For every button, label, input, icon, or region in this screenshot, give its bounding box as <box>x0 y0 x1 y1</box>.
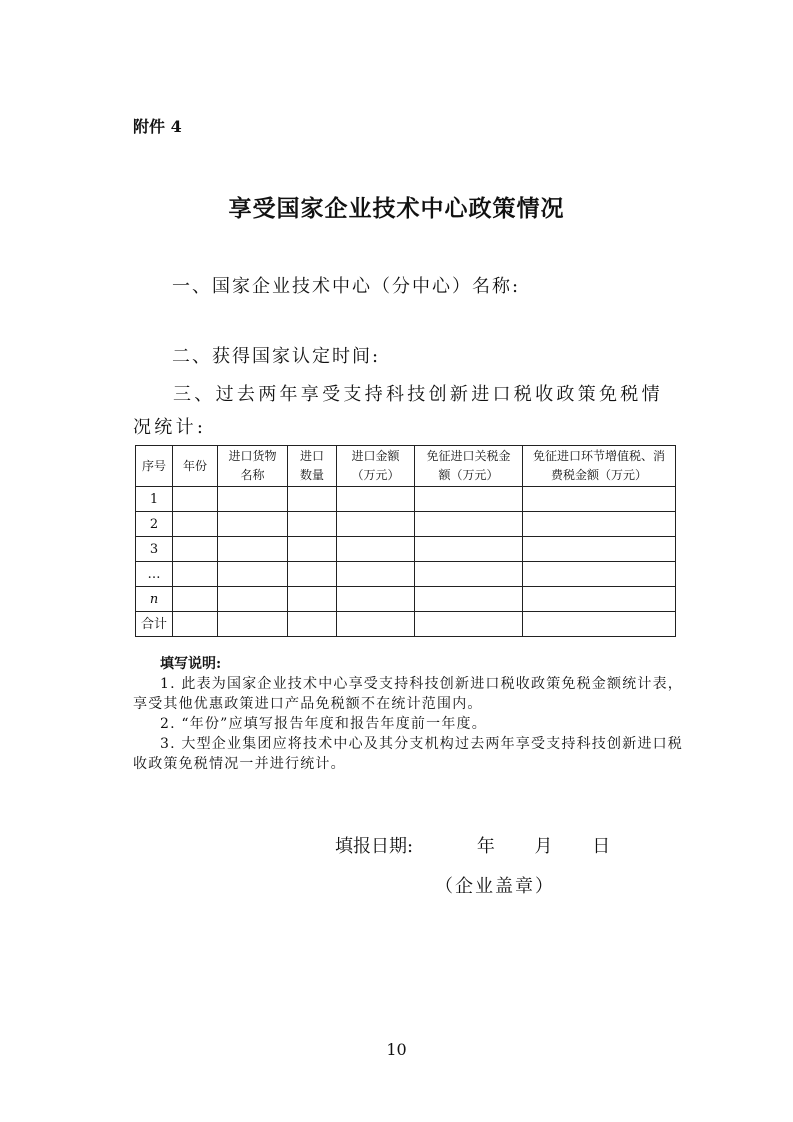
page-number: 10 <box>386 1040 407 1059</box>
table-row <box>136 587 676 612</box>
header-goods-name: 进口货物名称 <box>218 446 288 487</box>
table-row <box>136 512 676 537</box>
item-recognition-time: 二、获得国家认定时间: <box>172 346 381 367</box>
table-row <box>136 537 676 562</box>
item-tax-stats: 三、过去两年享受支持科技创新进口税收政策免税情况统计: <box>133 384 663 438</box>
row-index: 3 <box>136 537 173 562</box>
date-month: 月 <box>534 836 553 857</box>
date-label: 填报日期: <box>335 836 414 857</box>
table-row <box>136 487 676 512</box>
notes-heading: 填写说明: <box>160 656 222 672</box>
note-item: 3. 大型企业集团应将技术中心及其分支机构过去两年享受支持科技创新进口税收政策免税情况一并进行统计。 <box>133 736 684 772</box>
header-quantity: 进口数量 <box>288 446 337 487</box>
row-index: 合计 <box>136 612 173 637</box>
note-item: 1. 此表为国家企业技术中心享受支持科技创新进口税收政策免税金额统计表，享受其他优惠政策进口产品免税额不在统计范围内。 <box>133 676 684 712</box>
row-index: … <box>136 562 173 587</box>
item-center-name: 一、国家企业技术中心（分中心）名称: <box>172 276 521 297</box>
date-day: 日 <box>592 836 611 857</box>
tax-exemption-table <box>135 445 676 637</box>
company-seal-label: （企业盖章） <box>435 876 555 897</box>
table-row-total <box>136 612 676 637</box>
date-line <box>335 832 610 858</box>
filling-notes <box>133 654 689 774</box>
header-index: 序号 <box>136 446 173 487</box>
row-index: 1 <box>136 487 173 512</box>
note-item: 2. “年份”应填写报告年度和报告年度前一年度。 <box>160 716 487 732</box>
header-amount: 进口金额（万元） <box>337 446 415 487</box>
attachment-label: 附件 4 <box>133 117 182 136</box>
row-index: n <box>136 587 173 612</box>
header-vat-consumption: 免征进口环节增值税、消费税金额（万元） <box>523 446 676 487</box>
header-customs-duty: 免征进口关税金额（万元） <box>415 446 523 487</box>
row-index: 2 <box>136 512 173 537</box>
date-year: 年 <box>476 836 495 857</box>
page-title: 享受国家企业技术中心政策情况 <box>228 195 565 222</box>
header-year: 年份 <box>173 446 218 487</box>
table-row <box>136 562 676 587</box>
